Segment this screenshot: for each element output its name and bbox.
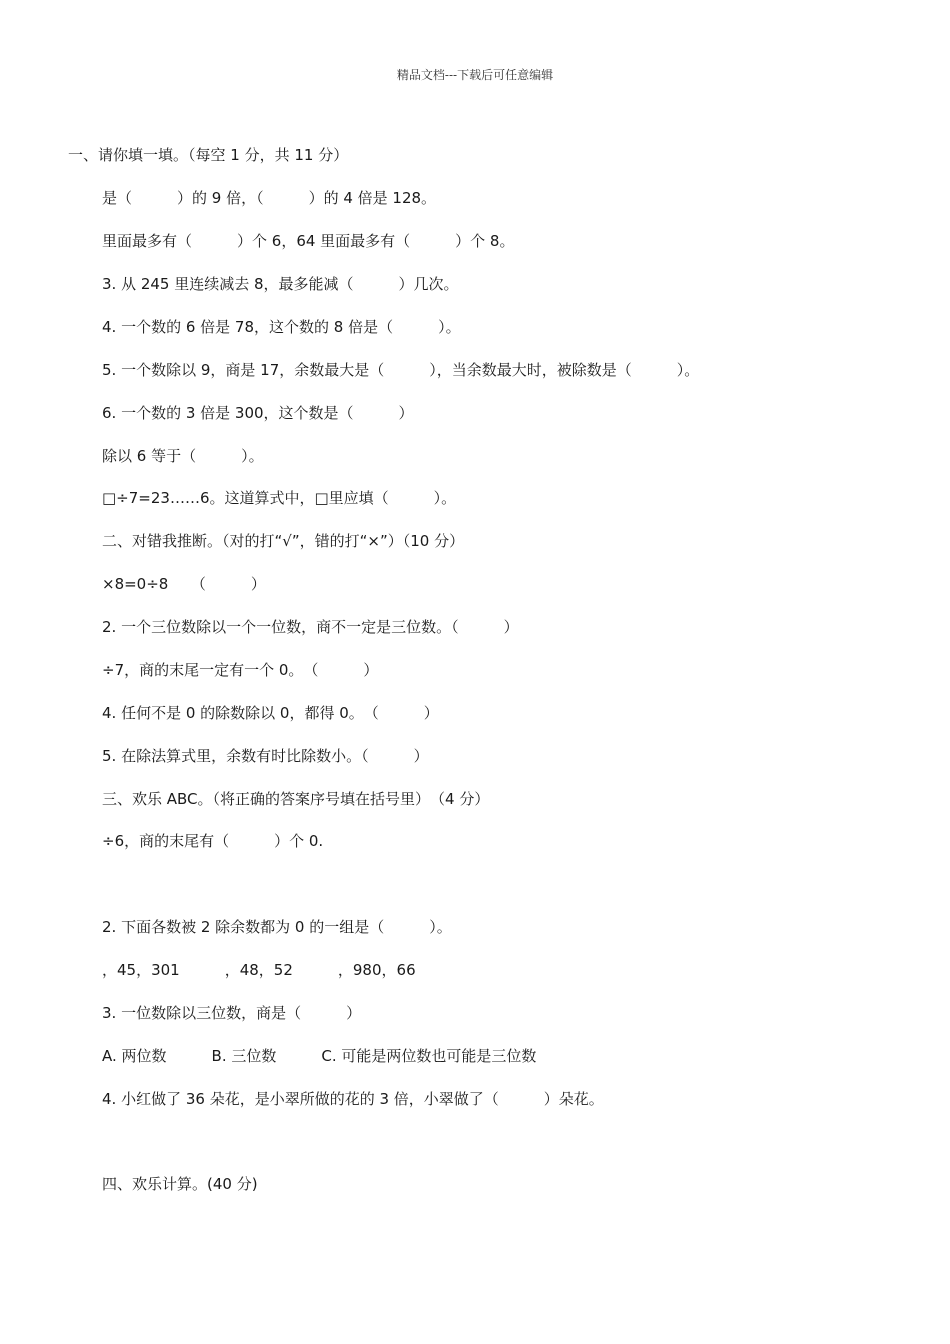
question-line: 3. 一位数除以三位数，商是（ ）	[102, 1004, 362, 1022]
options-line: A. 两位数 B. 三位数 C. 可能是两位数也可能是三位数	[102, 1047, 537, 1065]
question-line: ×8=0÷8 （ ）	[102, 575, 266, 593]
question-line: 3. 从 245 里连续减去 8，最多能减（ ）几次。	[102, 275, 459, 293]
question-line: 4. 一个数的 6 倍是 78，这个数的 8 倍是（ ）。	[102, 318, 461, 336]
section-3-heading: 三、欢乐 ABC。（将正确的答案序号填在括号里） （4 分）	[102, 790, 490, 808]
question-line: 4. 小红做了 36 朵花，是小翠所做的花的 3 倍，小翠做了（ ）朵花。	[102, 1090, 604, 1108]
question-line: 4. 任何不是 0 的除数除以 0，都得 0。 （ ）	[102, 704, 439, 722]
page-header: 精品文档---下载后可任意编辑	[396, 68, 554, 82]
question-line: 里面最多有（ ）个 6，64 里面最多有（ ）个 8。	[102, 232, 515, 250]
question-line: 是（ ）的 9 倍，（ ）的 4 倍是 128。	[102, 189, 437, 207]
section-2-heading: 二、对错我推断。（对的打“√”，错的打“×”）（10 分）	[102, 532, 465, 550]
question-line: ÷6，商的末尾有（ ）个 0.	[102, 832, 324, 850]
question-line: 2. 一个三位数除以一个一位数，商不一定是三位数。（ ）	[102, 618, 519, 636]
section-1-heading: 一、请你填一填。（每空 1 分，共 11 分）	[68, 146, 349, 164]
question-line: 5. 在除法算式里，余数有时比除数小。（ ）	[102, 747, 429, 765]
question-line: 5. 一个数除以 9，商是 17，余数最大是（ ），当余数最大时，被除数是（ ）。	[102, 361, 700, 379]
question-line: 6. 一个数的 3 倍是 300，这个数是（ ）	[102, 404, 414, 422]
section-4-heading: 四、欢乐计算。(40 分)	[102, 1175, 258, 1193]
question-line: 除以 6 等于（ ）。	[102, 447, 264, 465]
question-line: ÷7，商的末尾一定有一个 0。 （ ）	[102, 661, 379, 679]
question-line: □÷7=23……6。这道算式中，□里应填（ ）。	[102, 489, 457, 507]
question-line: 2. 下面各数被 2 除余数都为 0 的一组是（ ）。	[102, 918, 452, 936]
options-line: ，45，301 ，48，52 ，980，66	[102, 961, 416, 979]
